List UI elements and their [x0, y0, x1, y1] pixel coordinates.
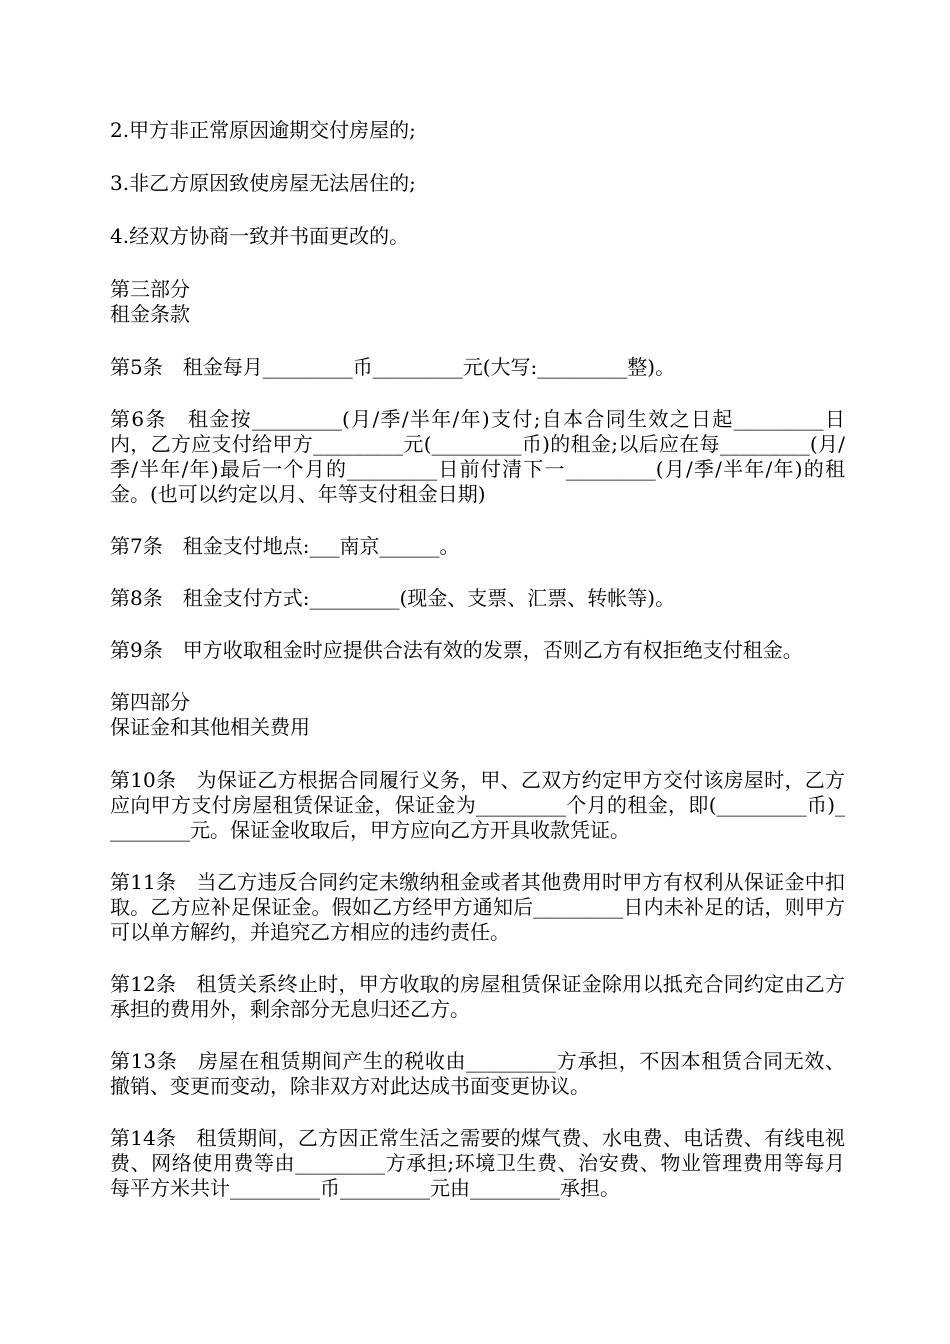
list-item: 2.甲方非正常原因逾期交付房屋的; — [110, 118, 416, 142]
part-subtitle: 租金条款 — [110, 302, 190, 326]
article-5: 第5条 租金每月_________币_________元(大写:_________整)。 — [110, 355, 676, 379]
part-three-heading — [110, 277, 845, 327]
article-6: 第6条 租金按_________(月/季/半年/年)支付;自本合同生效之日起_________日内，乙方应支付给甲方_________元(_________币)的租金;以后应在每_________(月/季/半年/年)最后一个月的_________日前付清下一_________(月/季/半年/年)的租金。(也可以约定以月、年等支付租金日期) — [110, 407, 845, 506]
list-item: 4.经双方协商一致并书面更改的。 — [110, 224, 410, 248]
article-8: 第8条 租金支付方式:_________(现金、支票、汇票、转帐等)。 — [110, 586, 676, 610]
part-four-heading — [110, 690, 845, 740]
article-11: 第11条 当乙方违反合同约定未缴纳租金或者其他费用时甲方有权利从保证金中扣取。乙方应补足保证金。假如乙方经甲方通知后_________日内未补足的话，则甲方可以单方解约，并追究乙方相应的违约责任。 — [110, 870, 845, 944]
article-10: 第10条 为保证乙方根据合同履行义务，甲、乙双方约定甲方交付该房屋时，乙方应向甲方支付房屋租赁保证金，保证金为_________个月的租金，即(_________币)_________元。保证金收取后，甲方应向乙方开具收款凭证。 — [110, 768, 845, 842]
part-title: 第三部分 — [110, 277, 190, 301]
article-7: 第7条 租金支付地点:___南京______。 — [110, 534, 460, 558]
article-9: 第9条 甲方收取租金时应提供合法有效的发票，否则乙方有权拒绝支付租金。 — [110, 638, 803, 662]
part-title: 第四部分 — [110, 690, 190, 714]
article-14: 第14条 租赁期间，乙方因正常生活之需要的煤气费、水电费、电话费、有线电视费、网络使用费等由_________方承担;环境卫生费、治安费、物业管理费用等每月每平方米共计_________币_________元由_________承担。 — [110, 1126, 845, 1200]
article-12: 第12条 租赁关系终止时，甲方收取的房屋租赁保证金除用以抵充合同约定由乙方承担的费用外，剩余部分无息归还乙方。 — [110, 972, 845, 1021]
article-13: 第13条 房屋在租赁期间产生的税收由_________方承担，不因本租赁合同无效、撤销、变更而变动，除非双方对此达成书面变更协议。 — [110, 1049, 845, 1098]
list-item: 3.非乙方原因致使房屋无法居住的; — [110, 171, 416, 195]
document-page — [110, 118, 845, 1228]
part-subtitle: 保证金和其他相关费用 — [110, 715, 310, 739]
